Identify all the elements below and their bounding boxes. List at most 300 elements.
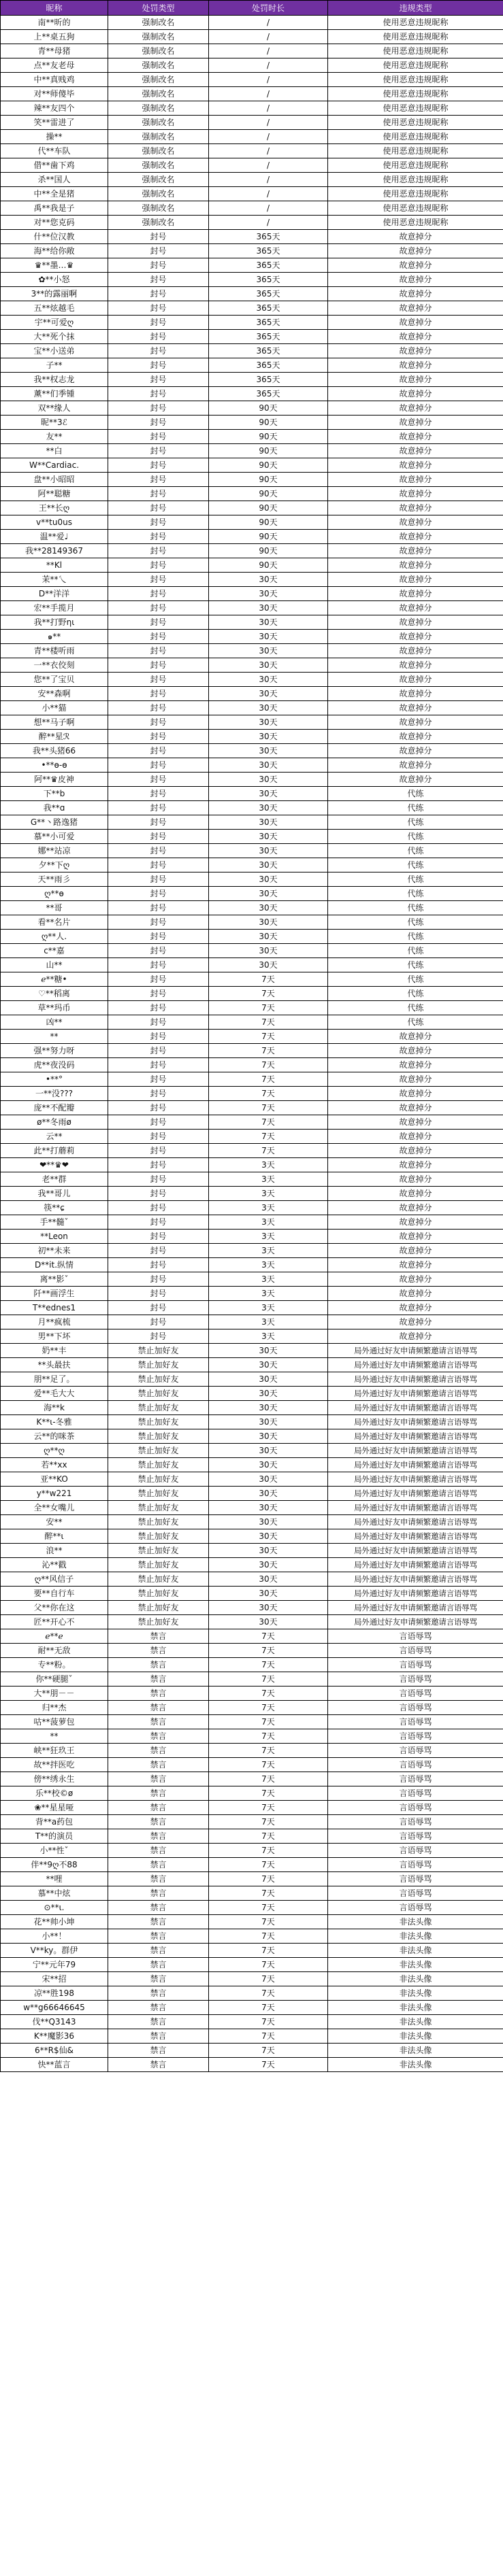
cell-nickname: ** [1, 1030, 108, 1044]
cell-penalty-type: 封号 [108, 801, 209, 815]
cell-violation-type: 代练 [328, 801, 503, 815]
cell-nickname: 亚**KO [1, 1472, 108, 1487]
cell-violation-type: 代练 [328, 944, 503, 958]
cell-penalty-duration: 7天 [209, 1829, 328, 1844]
table-row [1, 1115, 503, 1130]
cell-penalty-type: 强制改名 [108, 130, 209, 144]
cell-violation-type: 非法头像 [328, 2001, 503, 2015]
cell-penalty-type: 禁止加好友 [108, 1372, 209, 1387]
table-row [1, 1515, 503, 1529]
cell-nickname: ✿**小怒 [1, 273, 108, 287]
cell-penalty-duration: 7天 [209, 1072, 328, 1087]
cell-nickname: 五**炫越毛 [1, 301, 108, 316]
cell-violation-type: 故意掉分 [328, 573, 503, 587]
cell-violation-type: 故意掉分 [328, 258, 503, 273]
cell-penalty-type: 封号 [108, 730, 209, 744]
table-row [1, 1215, 503, 1230]
cell-nickname: 夕**下ღ [1, 858, 108, 872]
cell-penalty-duration: 7天 [209, 1644, 328, 1658]
cell-violation-type: 局外通过好友申请频繁邀请言语辱骂 [328, 1515, 503, 1529]
cell-nickname: 慕**中炫 [1, 1886, 108, 1901]
cell-violation-type: 代练 [328, 858, 503, 872]
cell-violation-type: 故意掉分 [328, 587, 503, 601]
cell-penalty-duration: 7天 [209, 987, 328, 1001]
cell-violation-type: 故意掉分 [328, 230, 503, 244]
cell-nickname: 海**k [1, 1401, 108, 1415]
cell-penalty-duration: 30天 [209, 644, 328, 658]
cell-penalty-type: 封号 [108, 344, 209, 358]
table-row [1, 58, 503, 73]
cell-violation-type: 言语辱骂 [328, 1729, 503, 1744]
table-row [1, 1801, 503, 1815]
cell-nickname: 老**群 [1, 1172, 108, 1187]
cell-penalty-duration: / [209, 58, 328, 73]
cell-violation-type: 局外通过好友申请频繁邀请言语辱骂 [328, 1529, 503, 1544]
cell-violation-type: 故意掉分 [328, 530, 503, 544]
cell-nickname: 若**xx [1, 1458, 108, 1472]
cell-violation-type: 言语辱骂 [328, 1886, 503, 1901]
cell-penalty-type: 封号 [108, 644, 209, 658]
cell-violation-type: 代练 [328, 1001, 503, 1015]
cell-nickname: 父**你在这 [1, 1601, 108, 1615]
cell-violation-type: 使用恶意违规昵称 [328, 130, 503, 144]
cell-nickname: 天**雨彡 [1, 872, 108, 887]
cell-penalty-type: 封号 [108, 744, 209, 758]
table-row [1, 387, 503, 401]
cell-penalty-type: 封号 [108, 1115, 209, 1130]
cell-penalty-type: 封号 [108, 758, 209, 773]
cell-penalty-type: 封号 [108, 316, 209, 330]
cell-penalty-duration: 30天 [209, 1415, 328, 1429]
cell-penalty-duration: 7天 [209, 1101, 328, 1115]
table-row [1, 487, 503, 501]
cell-nickname: 我**ɑ [1, 801, 108, 815]
cell-penalty-duration: 30天 [209, 573, 328, 587]
cell-penalty-duration: 7天 [209, 1944, 328, 1958]
cell-penalty-type: 封号 [108, 1187, 209, 1201]
table-row [1, 1387, 503, 1401]
cell-violation-type: 故意掉分 [328, 658, 503, 673]
table-row [1, 530, 503, 544]
table-row [1, 473, 503, 487]
cell-violation-type: 故意掉分 [328, 687, 503, 701]
table-row [1, 1187, 503, 1201]
cell-nickname: 醉**ι [1, 1529, 108, 1544]
cell-violation-type: 故意掉分 [328, 301, 503, 316]
cell-penalty-duration: 365天 [209, 344, 328, 358]
cell-penalty-type: 封号 [108, 915, 209, 930]
cell-violation-type: 局外通过好友申请频繁邀请言语辱骂 [328, 1458, 503, 1472]
cell-penalty-duration: 3天 [209, 1287, 328, 1301]
table-row [1, 815, 503, 830]
cell-nickname: 云** [1, 1130, 108, 1144]
cell-violation-type: 局外通过好友申请频繁邀请言语辱骂 [328, 1444, 503, 1458]
table-row [1, 773, 503, 787]
cell-penalty-type: 禁言 [108, 1815, 209, 1829]
table-row [1, 1287, 503, 1301]
cell-penalty-type: 禁言 [108, 1786, 209, 1801]
cell-penalty-type: 禁言 [108, 1629, 209, 1644]
cell-penalty-duration: 30天 [209, 1401, 328, 1415]
cell-violation-type: 故意掉分 [328, 1072, 503, 1087]
cell-nickname: ⊙**ι. [1, 1901, 108, 1915]
cell-violation-type: 使用恶意违规昵称 [328, 58, 503, 73]
cell-nickname: 昵**3ℰ [1, 416, 108, 430]
cell-penalty-type: 封号 [108, 930, 209, 944]
cell-penalty-type: 封号 [108, 1001, 209, 1015]
cell-penalty-type: 封号 [108, 901, 209, 915]
cell-violation-type: 故意掉分 [328, 601, 503, 615]
cell-violation-type: 故意掉分 [328, 758, 503, 773]
cell-penalty-type: 封号 [108, 872, 209, 887]
cell-penalty-duration: 7天 [209, 1786, 328, 1801]
cell-penalty-duration: 7天 [209, 1629, 328, 1644]
cell-violation-type: 代练 [328, 972, 503, 987]
cell-penalty-duration: / [209, 187, 328, 201]
cell-penalty-duration: 30天 [209, 630, 328, 644]
cell-nickname: 宏**手揽月 [1, 601, 108, 615]
cell-penalty-type: 禁言 [108, 1744, 209, 1758]
cell-violation-type: 代练 [328, 987, 503, 1001]
cell-nickname: 快**蓝言 [1, 2058, 108, 2072]
table-row [1, 1529, 503, 1544]
cell-nickname: 醉**星ℛ [1, 730, 108, 744]
cell-nickname: 草**玛币 [1, 1001, 108, 1015]
cell-nickname: 强**努力呀 [1, 1044, 108, 1058]
cell-violation-type: 言语辱骂 [328, 1829, 503, 1844]
cell-penalty-type: 封号 [108, 373, 209, 387]
table-row [1, 1615, 503, 1629]
table-row [1, 1472, 503, 1487]
cell-penalty-type: 禁止加好友 [108, 1587, 209, 1601]
cell-violation-type: 故意掉分 [328, 1058, 503, 1072]
cell-penalty-duration: 7天 [209, 2058, 328, 2072]
table-row [1, 1401, 503, 1415]
cell-penalty-type: 封号 [108, 987, 209, 1001]
table-row [1, 1058, 503, 1072]
cell-nickname: 背**a药包 [1, 1815, 108, 1829]
cell-penalty-duration: 30天 [209, 887, 328, 901]
cell-penalty-type: 封号 [108, 1015, 209, 1030]
cell-violation-type: 言语辱骂 [328, 1786, 503, 1801]
cell-penalty-type: 封号 [108, 587, 209, 601]
cell-penalty-duration: 7天 [209, 1844, 328, 1858]
cell-nickname: 禹**我是子 [1, 201, 108, 216]
cell-penalty-duration: 365天 [209, 358, 328, 373]
table-row [1, 1886, 503, 1901]
cell-violation-type: 代练 [328, 844, 503, 858]
cell-nickname: **Kl [1, 558, 108, 573]
cell-penalty-duration: 7天 [209, 1886, 328, 1901]
cell-penalty-duration: 30天 [209, 872, 328, 887]
table-row [1, 972, 503, 987]
cell-penalty-type: 禁言 [108, 2001, 209, 2015]
cell-penalty-duration: 30天 [209, 1487, 328, 1501]
table-row [1, 1929, 503, 1944]
cell-violation-type: 故意掉分 [328, 1101, 503, 1115]
cell-penalty-type: 封号 [108, 1301, 209, 1315]
cell-nickname: D**it.纵情 [1, 1258, 108, 1272]
cell-penalty-type: 封号 [108, 487, 209, 501]
cell-penalty-duration: / [209, 116, 328, 130]
cell-penalty-duration: 7天 [209, 1130, 328, 1144]
table-row [1, 1672, 503, 1687]
cell-penalty-duration: 7天 [209, 1972, 328, 1986]
table-row [1, 1658, 503, 1672]
table-row [1, 673, 503, 687]
cell-violation-type: 使用恶意违规昵称 [328, 144, 503, 158]
cell-nickname: **哩 [1, 1872, 108, 1886]
cell-penalty-type: 封号 [108, 1287, 209, 1301]
cell-penalty-type: 封号 [108, 1158, 209, 1172]
cell-penalty-type: 封号 [108, 944, 209, 958]
cell-penalty-type: 封号 [108, 530, 209, 544]
table-row [1, 401, 503, 416]
cell-nickname: 凉**胜198 [1, 1986, 108, 2001]
cell-penalty-type: 封号 [108, 773, 209, 787]
cell-violation-type: 故意掉分 [328, 1115, 503, 1130]
cell-nickname: 离**影ˇ [1, 1272, 108, 1287]
table-row [1, 116, 503, 130]
cell-penalty-duration: 90天 [209, 558, 328, 573]
cell-penalty-type: 封号 [108, 1072, 209, 1087]
cell-nickname: 伴**9ღ不88 [1, 1858, 108, 1872]
cell-nickname: 归**杰 [1, 1701, 108, 1715]
cell-penalty-duration: 7天 [209, 2029, 328, 2044]
header-row [1, 1, 503, 16]
cell-nickname: 宋**招 [1, 1972, 108, 1986]
cell-nickname: 男**下坏 [1, 1329, 108, 1344]
table-row [1, 1015, 503, 1030]
cell-violation-type: 故意掉分 [328, 1287, 503, 1301]
table-row [1, 358, 503, 373]
cell-penalty-duration: / [209, 144, 328, 158]
cell-penalty-type: 封号 [108, 387, 209, 401]
table-row [1, 1429, 503, 1444]
cell-violation-type: 故意掉分 [328, 416, 503, 430]
cell-penalty-duration: 7天 [209, 1144, 328, 1158]
table-row [1, 130, 503, 144]
cell-penalty-type: 禁止加好友 [108, 1415, 209, 1429]
cell-violation-type: 非法头像 [328, 2029, 503, 2044]
cell-penalty-type: 禁止加好友 [108, 1601, 209, 1615]
cell-penalty-duration: 3天 [209, 1158, 328, 1172]
table-row [1, 501, 503, 515]
cell-violation-type: 使用恶意违规昵称 [328, 16, 503, 30]
cell-penalty-duration: 30天 [209, 787, 328, 801]
table-row [1, 830, 503, 844]
cell-violation-type: 故意掉分 [328, 1172, 503, 1187]
cell-penalty-type: 禁言 [108, 1886, 209, 1901]
table-row [1, 1915, 503, 1929]
cell-penalty-duration: 30天 [209, 815, 328, 830]
cell-penalty-duration: 30天 [209, 1501, 328, 1515]
cell-nickname: ♛**墨…♛ [1, 258, 108, 273]
cell-nickname: V**ky。群伊 [1, 1944, 108, 1958]
cell-penalty-duration: / [209, 130, 328, 144]
table-row [1, 1001, 503, 1015]
cell-violation-type: 言语辱骂 [328, 1658, 503, 1672]
cell-penalty-type: 强制改名 [108, 158, 209, 173]
table-row [1, 1144, 503, 1158]
cell-nickname: D**洋洋 [1, 587, 108, 601]
cell-penalty-duration: 7天 [209, 2044, 328, 2058]
cell-penalty-duration: 90天 [209, 401, 328, 416]
cell-penalty-type: 封号 [108, 273, 209, 287]
cell-nickname: 筷**ɕ [1, 1201, 108, 1215]
cell-nickname: 一**没??? [1, 1087, 108, 1101]
cell-violation-type: 故意掉分 [328, 515, 503, 530]
cell-penalty-type: 禁止加好友 [108, 1515, 209, 1529]
cell-violation-type: 局外通过好友申请频繁邀请言语辱骂 [328, 1401, 503, 1415]
table-row [1, 1458, 503, 1472]
table-row [1, 573, 503, 587]
cell-penalty-duration: 30天 [209, 587, 328, 601]
table-row [1, 1444, 503, 1458]
cell-violation-type: 故意掉分 [328, 430, 503, 444]
cell-penalty-type: 禁言 [108, 1644, 209, 1658]
cell-violation-type: 言语辱骂 [328, 1715, 503, 1729]
cell-nickname: 青**楼听雨 [1, 644, 108, 658]
cell-violation-type: 故意掉分 [328, 558, 503, 573]
table-body [1, 16, 503, 2072]
table-row [1, 658, 503, 673]
cell-nickname: 操** [1, 130, 108, 144]
cell-penalty-duration: 30天 [209, 658, 328, 673]
cell-nickname: 看**名片 [1, 915, 108, 930]
cell-nickname: 小**性ˇ [1, 1844, 108, 1858]
cell-penalty-duration: 30天 [209, 1615, 328, 1629]
cell-nickname: 对**师傻毕 [1, 87, 108, 101]
table-row [1, 287, 503, 301]
cell-violation-type: 故意掉分 [328, 287, 503, 301]
cell-penalty-duration: 30天 [209, 1429, 328, 1444]
cell-nickname: ღ**风信子 [1, 1572, 108, 1587]
table-row [1, 1644, 503, 1658]
cell-penalty-duration: 30天 [209, 858, 328, 872]
cell-nickname: 我**头猪66 [1, 744, 108, 758]
cell-violation-type: 故意掉分 [328, 1258, 503, 1272]
cell-penalty-duration: 7天 [209, 1815, 328, 1829]
cell-penalty-type: 封号 [108, 658, 209, 673]
cell-penalty-type: 强制改名 [108, 16, 209, 30]
table-row [1, 1715, 503, 1729]
cell-nickname: 全**女嘴儿 [1, 1501, 108, 1515]
cell-penalty-duration: 90天 [209, 501, 328, 515]
cell-penalty-type: 封号 [108, 1130, 209, 1144]
table-row [1, 1786, 503, 1801]
table-row [1, 1315, 503, 1329]
cell-violation-type: 故意掉分 [328, 1130, 503, 1144]
cell-violation-type: 故意掉分 [328, 1158, 503, 1172]
cell-violation-type: 代练 [328, 830, 503, 844]
cell-penalty-type: 强制改名 [108, 44, 209, 58]
cell-penalty-type: 禁言 [108, 1801, 209, 1815]
cell-nickname: 要**自行车 [1, 1587, 108, 1601]
cell-nickname: 3**的露丽啊 [1, 287, 108, 301]
cell-nickname: 笑**雷进了 [1, 116, 108, 130]
cell-violation-type: 故意掉分 [328, 473, 503, 487]
cell-penalty-type: 禁止加好友 [108, 1387, 209, 1401]
cell-penalty-duration: 7天 [209, 1758, 328, 1772]
cell-penalty-type: 封号 [108, 515, 209, 530]
cell-penalty-duration: 7天 [209, 1115, 328, 1130]
cell-violation-type: 故意掉分 [328, 1087, 503, 1101]
cell-penalty-duration: 30天 [209, 915, 328, 930]
cell-penalty-type: 禁言 [108, 1687, 209, 1701]
cell-penalty-duration: 7天 [209, 1001, 328, 1015]
cell-penalty-duration: / [209, 44, 328, 58]
cell-violation-type: 局外通过好友申请频繁邀请言语辱骂 [328, 1544, 503, 1558]
cell-nickname: 王**长ღ [1, 501, 108, 515]
table-row [1, 1130, 503, 1144]
cell-violation-type: 使用恶意违规昵称 [328, 101, 503, 116]
cell-nickname: 月**疯梳 [1, 1315, 108, 1329]
table-row [1, 1629, 503, 1644]
cell-penalty-duration: / [209, 87, 328, 101]
cell-penalty-type: 封号 [108, 558, 209, 573]
cell-violation-type: 非法头像 [328, 2044, 503, 2058]
cell-penalty-duration: 7天 [209, 1744, 328, 1758]
cell-penalty-duration: 3天 [209, 1187, 328, 1201]
cell-nickname: **白 [1, 444, 108, 458]
cell-violation-type: 代练 [328, 872, 503, 887]
cell-penalty-duration: 7天 [209, 2001, 328, 2015]
table-row [1, 1072, 503, 1087]
cell-nickname: 安**森啊 [1, 687, 108, 701]
cell-penalty-duration: 365天 [209, 373, 328, 387]
cell-violation-type: 故意掉分 [328, 244, 503, 258]
cell-nickname: 我**打野ηι [1, 615, 108, 630]
table-row [1, 1272, 503, 1287]
cell-nickname: 杀**国人 [1, 173, 108, 187]
cell-penalty-duration: 7天 [209, 1958, 328, 1972]
cell-penalty-duration: 30天 [209, 1444, 328, 1458]
header-nickname: 昵称 [1, 1, 108, 16]
cell-penalty-duration: 7天 [209, 2015, 328, 2029]
cell-penalty-duration: / [209, 201, 328, 216]
cell-violation-type: 故意掉分 [328, 544, 503, 558]
cell-penalty-duration: 3天 [209, 1244, 328, 1258]
cell-penalty-type: 封号 [108, 1244, 209, 1258]
table-row [1, 787, 503, 801]
cell-penalty-type: 禁言 [108, 1972, 209, 1986]
cell-penalty-duration: 30天 [209, 1601, 328, 1615]
cell-penalty-type: 封号 [108, 1201, 209, 1215]
cell-nickname: c**嘉 [1, 944, 108, 958]
cell-violation-type: 局外通过好友申请频繁邀请言语辱骂 [328, 1615, 503, 1629]
cell-penalty-type: 封号 [108, 230, 209, 244]
cell-nickname: 阡**画浮生 [1, 1287, 108, 1301]
table-row [1, 1701, 503, 1715]
cell-nickname: 南**昕的 [1, 16, 108, 30]
cell-penalty-type: 禁言 [108, 2058, 209, 2072]
table-row [1, 1729, 503, 1744]
table-row [1, 1372, 503, 1387]
cell-nickname: ღ**人. [1, 930, 108, 944]
cell-nickname: 海**给你敞 [1, 244, 108, 258]
cell-penalty-type: 封号 [108, 258, 209, 273]
cell-penalty-duration: / [209, 216, 328, 230]
cell-penalty-type: 封号 [108, 630, 209, 644]
cell-nickname: 沁**戳 [1, 1558, 108, 1572]
table-row [1, 544, 503, 558]
cell-penalty-type: 封号 [108, 1315, 209, 1329]
cell-penalty-duration: 365天 [209, 330, 328, 344]
cell-penalty-type: 禁言 [108, 1672, 209, 1687]
cell-violation-type: 故意掉分 [328, 316, 503, 330]
table-row [1, 430, 503, 444]
